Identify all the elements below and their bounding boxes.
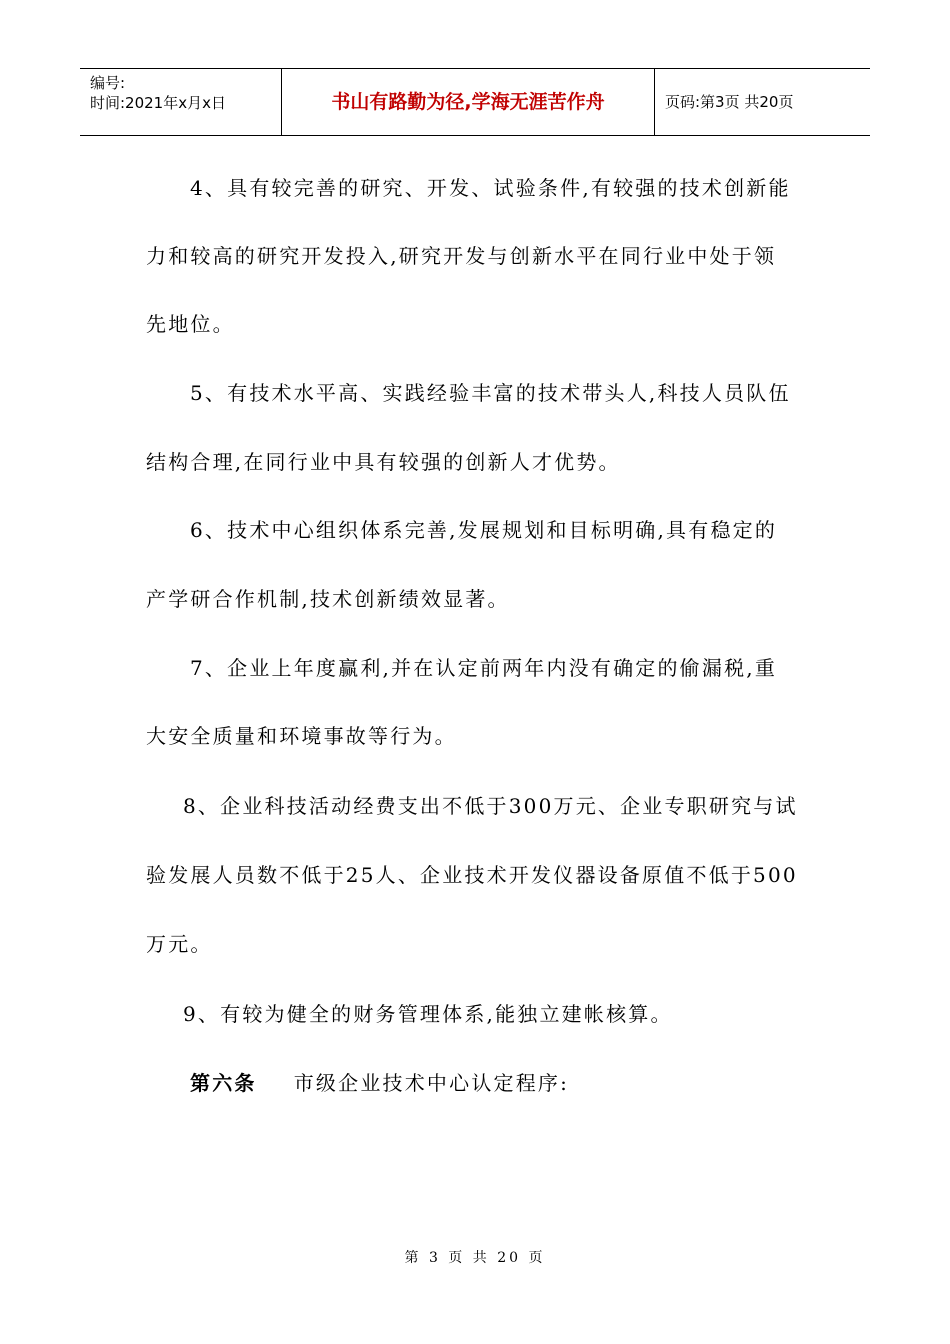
header-page-number: 页码:第3页 共20页 — [665, 93, 794, 111]
paragraph-line: 产学研合作机制,技术创新绩效显著。 — [146, 587, 510, 611]
paragraph-line: 8、企业科技活动经费支出不低于300万元、企业专职研究与试 — [183, 794, 798, 818]
paragraph-line: 9、有较为健全的财务管理体系,能独立建帐核算。 — [183, 1002, 673, 1026]
document-date-label: 时间:2021年x月x日 — [90, 94, 226, 112]
article-text: 市级企业技术中心认定程序: — [293, 1071, 570, 1095]
paragraph-line: 力和较高的研究开发投入,研究开发与创新水平在同行业中处于领 — [146, 244, 777, 268]
paragraph-line: 4、具有较完善的研究、开发、试验条件,有较强的技术创新能 — [190, 176, 791, 200]
paragraph-line: 结构合理,在同行业中具有较强的创新人才优势。 — [146, 450, 621, 474]
header-meta — [80, 69, 282, 135]
paragraph-line: 7、企业上年度赢利,并在认定前两年内没有确定的偷漏税,重 — [190, 656, 778, 680]
paragraph-line: 大安全质量和环境事故等行为。 — [146, 724, 457, 748]
document-number-label: 编号: — [90, 74, 126, 92]
article-label: 第六条 — [190, 1071, 257, 1095]
header-motto: 书山有路勤为径,学海无涯苦作舟 — [282, 69, 655, 135]
paragraph-line: 先地位。 — [146, 312, 235, 336]
paragraph-line: 万元。 — [146, 932, 213, 956]
article-heading — [190, 1067, 569, 1096]
paragraph-line: 6、技术中心组织体系完善,发展规划和目标明确,具有稳定的 — [190, 518, 778, 542]
paragraph-line: 验发展人员数不低于25人、企业技术开发仪器设备原值不低于500 — [146, 863, 798, 887]
paragraph-line: 5、有技术水平高、实践经验丰富的技术带头人,科技人员队伍 — [190, 381, 791, 405]
page-footer: 第 3 页 共 20 页 — [404, 1250, 546, 1266]
page-header — [80, 68, 870, 136]
